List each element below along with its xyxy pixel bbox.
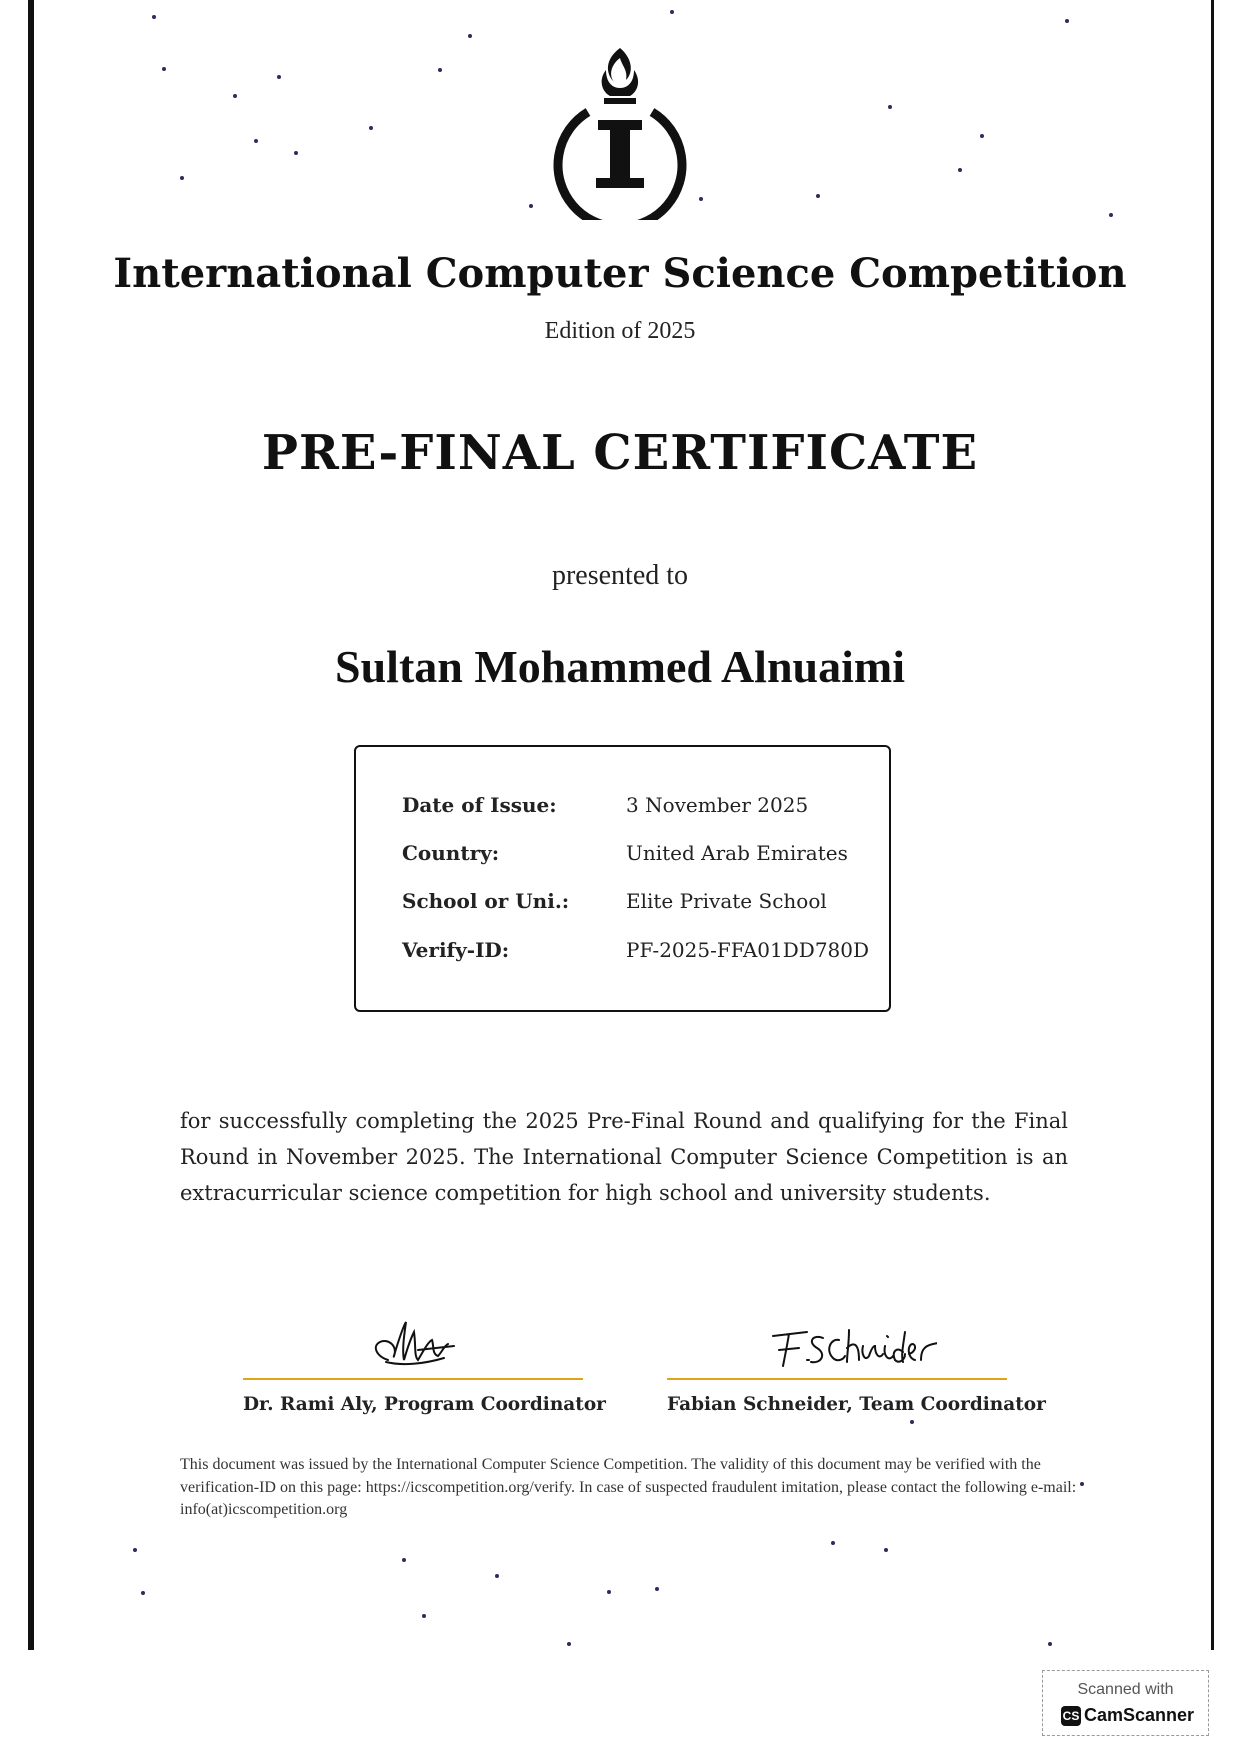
torch-letter-i-logo-icon: [548, 48, 692, 220]
detail-value: Elite Private School: [626, 889, 827, 913]
camscanner-watermark: [1042, 1670, 1209, 1736]
detail-label: Date of Issue:: [402, 793, 557, 817]
signature-line: [667, 1378, 1007, 1380]
organization-title: International Computer Science Competition: [113, 250, 1127, 297]
signature-line: [243, 1378, 583, 1380]
detail-value: PF-2025-FFA01DD780D: [626, 938, 870, 962]
detail-label: Verify-ID:: [402, 938, 510, 962]
signatory-name: Dr. Rami Aly, Program Coordinator: [243, 1394, 606, 1415]
detail-value: 3 November 2025: [626, 793, 809, 817]
edition-subtitle: Edition of 2025: [544, 318, 696, 344]
detail-label: School or Uni.:: [402, 889, 570, 913]
certificate-title: PRE-FINAL CERTIFICATE: [261, 425, 979, 481]
detail-value: United Arab Emirates: [626, 841, 848, 865]
camscanner-brand-name: CamScanner: [1084, 1705, 1195, 1725]
signature-fabian-schneider: [737, 1316, 937, 1374]
scanned-with-label: Scanned with: [1077, 1681, 1174, 1698]
signatory-name: Fabian Schneider, Team Coordinator: [667, 1394, 1046, 1415]
detail-label: Country:: [402, 841, 500, 865]
camscanner-logo-icon: CS: [1061, 1706, 1081, 1726]
signature-block-left: [243, 1316, 606, 1415]
presented-to-label: presented to: [551, 560, 689, 591]
certificate-description: for successfully completing the 2025 Pre-Final Round and qualifying for the Final Round in November 2025. The International Computer Science Competition is an extracurricular science competition for high school and university students.: [180, 1109, 1068, 1205]
recipient-name: Sultan Mohammed Alnuaimi: [335, 641, 905, 692]
verification-footer-note: This document was issued by the International Computer Science Competition. The validity of this document may be verified with the verification-ID on this page: https://icscompetition.org/verify. In case of suspected fraudulent imitation, please contact the following e-mail: info(at)icscompetition.org: [180, 1456, 1077, 1518]
signature-block-right: [667, 1316, 1046, 1415]
camscanner-brand-row: [1061, 1705, 1194, 1727]
details-box: [354, 745, 891, 1012]
signature-rami-aly: [358, 1316, 468, 1374]
